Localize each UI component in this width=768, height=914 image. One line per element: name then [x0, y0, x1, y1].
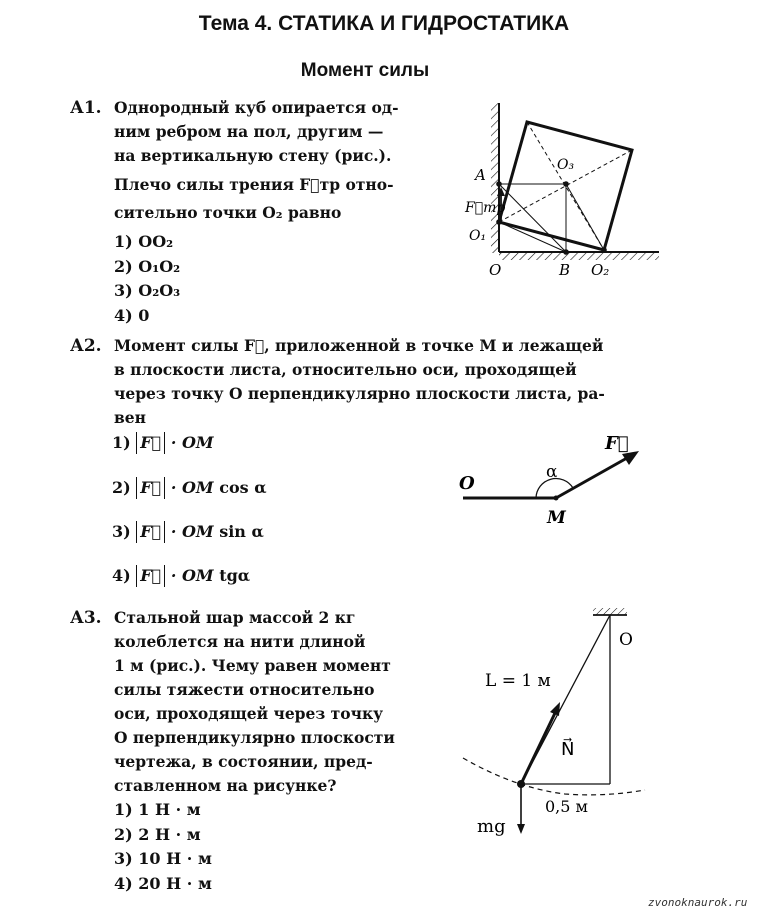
label-mg: mg: [477, 816, 506, 837]
a3-line: колеблется на нити длиной: [114, 632, 366, 651]
a2-answer-rest: · OM: [170, 566, 214, 585]
a1-answer-1[interactable]: 1) OO₂: [114, 232, 174, 251]
a3-line: чертежа, в состоянии, пред-: [114, 752, 373, 771]
point-o2: [601, 247, 607, 253]
watermark: zvonoknaurok.ru: [648, 896, 748, 909]
tension-arrow-head: [550, 702, 560, 716]
tension-arrow: [521, 711, 556, 784]
a1-line: на вертикальную стену (рис.).: [114, 146, 392, 165]
question-a1-label: А1.: [70, 98, 102, 118]
label-f: F⃗: [605, 433, 629, 454]
label-b: B: [559, 261, 571, 279]
label-o1: O₁: [469, 228, 487, 244]
a2-answer-num: 1): [112, 433, 131, 452]
a3-line: оси, проходящей через точку: [114, 704, 384, 723]
floor-hatch: [499, 252, 659, 260]
label-o3: O₃: [557, 157, 575, 173]
force-magnitude: F⃗: [136, 432, 165, 454]
label-m: M: [547, 508, 566, 528]
point-a: [496, 181, 502, 187]
force-magnitude: F⃗: [136, 477, 165, 499]
label-a: A: [475, 166, 486, 184]
page-title: Тема 4. СТАТИКА И ГИДРОСТАТИКА: [198, 12, 570, 35]
a1-answer-3[interactable]: 3) O₂O₃: [114, 281, 181, 300]
construction-line: [499, 184, 566, 252]
a2-answer-4[interactable]: [112, 561, 250, 591]
a3-answer-2[interactable]: 2) 2 Н · м: [114, 824, 201, 844]
question-a2-label: А2.: [70, 336, 102, 356]
a2-answer-num: 4): [112, 566, 131, 585]
a2-answer-num: 3): [112, 522, 131, 541]
wall-hatch: [491, 103, 499, 253]
a3-line: O перпендикулярно плоскости: [114, 728, 395, 747]
a3-answers: [114, 798, 212, 896]
swing-arc: [463, 758, 645, 795]
a1-line: Однородный куб опирается од-: [114, 98, 399, 117]
point-o3: [563, 181, 569, 187]
a2-answer-trig: cos α: [219, 478, 267, 497]
a3-line: 1 м (рис.). Чему равен момент: [114, 656, 391, 675]
point-m: [554, 496, 559, 501]
ceiling-hatch: [593, 608, 627, 615]
a2-line: Момент силы F⃗, приложенной в точке M и лежащей: [114, 336, 604, 355]
a1-answers: [114, 230, 180, 328]
a2-answer-rest: · OM: [170, 433, 214, 452]
section-title: Момент силы: [300, 60, 430, 81]
label-o: O: [459, 473, 475, 494]
a1-cube-figure: [455, 95, 665, 285]
label-n: N⃗: [561, 739, 575, 760]
force-magnitude: F⃗: [136, 565, 165, 587]
point-b: [563, 249, 569, 255]
steel-ball: [517, 780, 525, 788]
a2-answer-trig: tgα: [219, 566, 251, 585]
label-alpha: α: [546, 462, 558, 482]
a1-answer-4[interactable]: 4) 0: [114, 305, 150, 325]
a3-pendulum-figure: [455, 600, 665, 845]
a2-line: через точку O перпендикулярно плоскости листа, ра-: [114, 384, 605, 403]
a2-answer-3[interactable]: [112, 517, 264, 547]
force-vector: [556, 458, 627, 498]
a2-answer-2[interactable]: [112, 473, 267, 503]
a2-lever-figure: [455, 425, 655, 535]
a2-answer-num: 2): [112, 478, 131, 497]
label-o2: O₂: [591, 261, 610, 279]
label-o: O: [489, 261, 502, 279]
a1-answer-2[interactable]: 2) O₁O₂: [114, 256, 181, 276]
a3-line: ставленном на рисунке?: [114, 776, 337, 795]
a2-line: в плоскости листа, относительно оси, проходящей: [114, 360, 577, 379]
a2-answer-trig: sin α: [219, 522, 264, 541]
a1-line: ним ребром на пол, другим —: [114, 122, 384, 141]
question-a1-text: [114, 96, 424, 225]
label-ftr: F⃗тр: [465, 200, 506, 216]
a2-line: вен: [114, 408, 146, 427]
gravity-arrow-head: [517, 824, 525, 834]
label-o: O: [619, 630, 633, 650]
a1-line: Плечо силы трения F⃗тр отно-: [114, 175, 394, 194]
a2-answer-1[interactable]: [112, 428, 214, 458]
label-half-meter: 0,5 м: [545, 797, 588, 816]
a3-line: Стальной шар массой 2 кг: [114, 608, 356, 627]
a3-answer-3[interactable]: 3) 10 Н · м: [114, 849, 212, 868]
a3-line: силы тяжести относительно: [114, 680, 375, 699]
question-a3-text: [114, 606, 420, 798]
a3-answer-1[interactable]: 1) 1 Н · м: [114, 800, 201, 819]
a2-answer-rest: · OM: [170, 478, 214, 497]
force-magnitude: F⃗: [136, 521, 165, 543]
a1-line: сительно точки O₂ равно: [114, 203, 342, 222]
a2-answer-rest: · OM: [170, 522, 214, 541]
point-o1: [496, 219, 502, 225]
a3-answer-4[interactable]: 4) 20 Н · м: [114, 873, 212, 893]
question-a3-label: А3.: [70, 608, 102, 628]
label-length: L = 1 м: [485, 671, 551, 691]
question-a2-text: [114, 334, 660, 430]
